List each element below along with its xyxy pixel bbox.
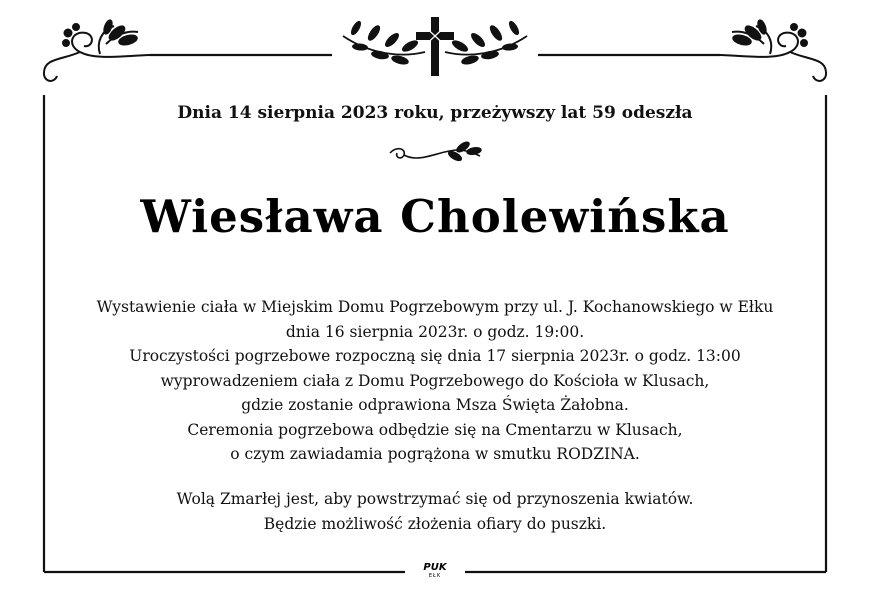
deceased-name: Wiesława Cholewińska (140, 190, 730, 243)
floral-flourish-icon (44, 19, 150, 81)
details-line: Uroczystości pogrzebowe rozpoczną się dnia 17 sierpnia 2023r. o godz. 13:00 (129, 347, 741, 365)
intro-line: Dnia 14 sierpnia 2023 roku, przeżywszy lat 59 odeszła (177, 103, 693, 123)
logo-main-text: PUK (423, 562, 447, 573)
wish-note (40, 487, 830, 536)
details-line: gdzie zostanie odprawiona Msza Święta Żałobna. (241, 396, 629, 414)
leaf-divider-icon (390, 141, 481, 163)
details-line: wyprowadzeniem ciała z Domu Pogrzebowego do Kościoła w Klusach, (160, 371, 710, 390)
puk-logo (412, 563, 458, 579)
details-line: dnia 16 sierpnia 2023r. o godz. 19:00. (285, 322, 585, 341)
cross-with-laurel-icon (343, 17, 527, 76)
funeral-details (40, 295, 830, 467)
logo-sub-text: EŁK (428, 573, 442, 579)
note-line: Będzie możliwość złożenia ofiary do puszki. (263, 514, 607, 533)
note-line: Wolą Zmarłej jest, aby powstrzymać się od przynoszenia kwiatów. (176, 490, 694, 508)
details-line: o czym zawiadamia pogrążona w smutku RODZINA. (230, 445, 640, 463)
floral-flourish-icon (720, 19, 826, 81)
details-line: Wystawienie ciała w Miejskim Domu Pogrzebowym przy ul. J. Kochanowskiego w Ełku (96, 298, 774, 316)
details-line: Ceremonia pogrzebowa odbędzie się na Cmentarzu w Klusach, (187, 420, 683, 439)
